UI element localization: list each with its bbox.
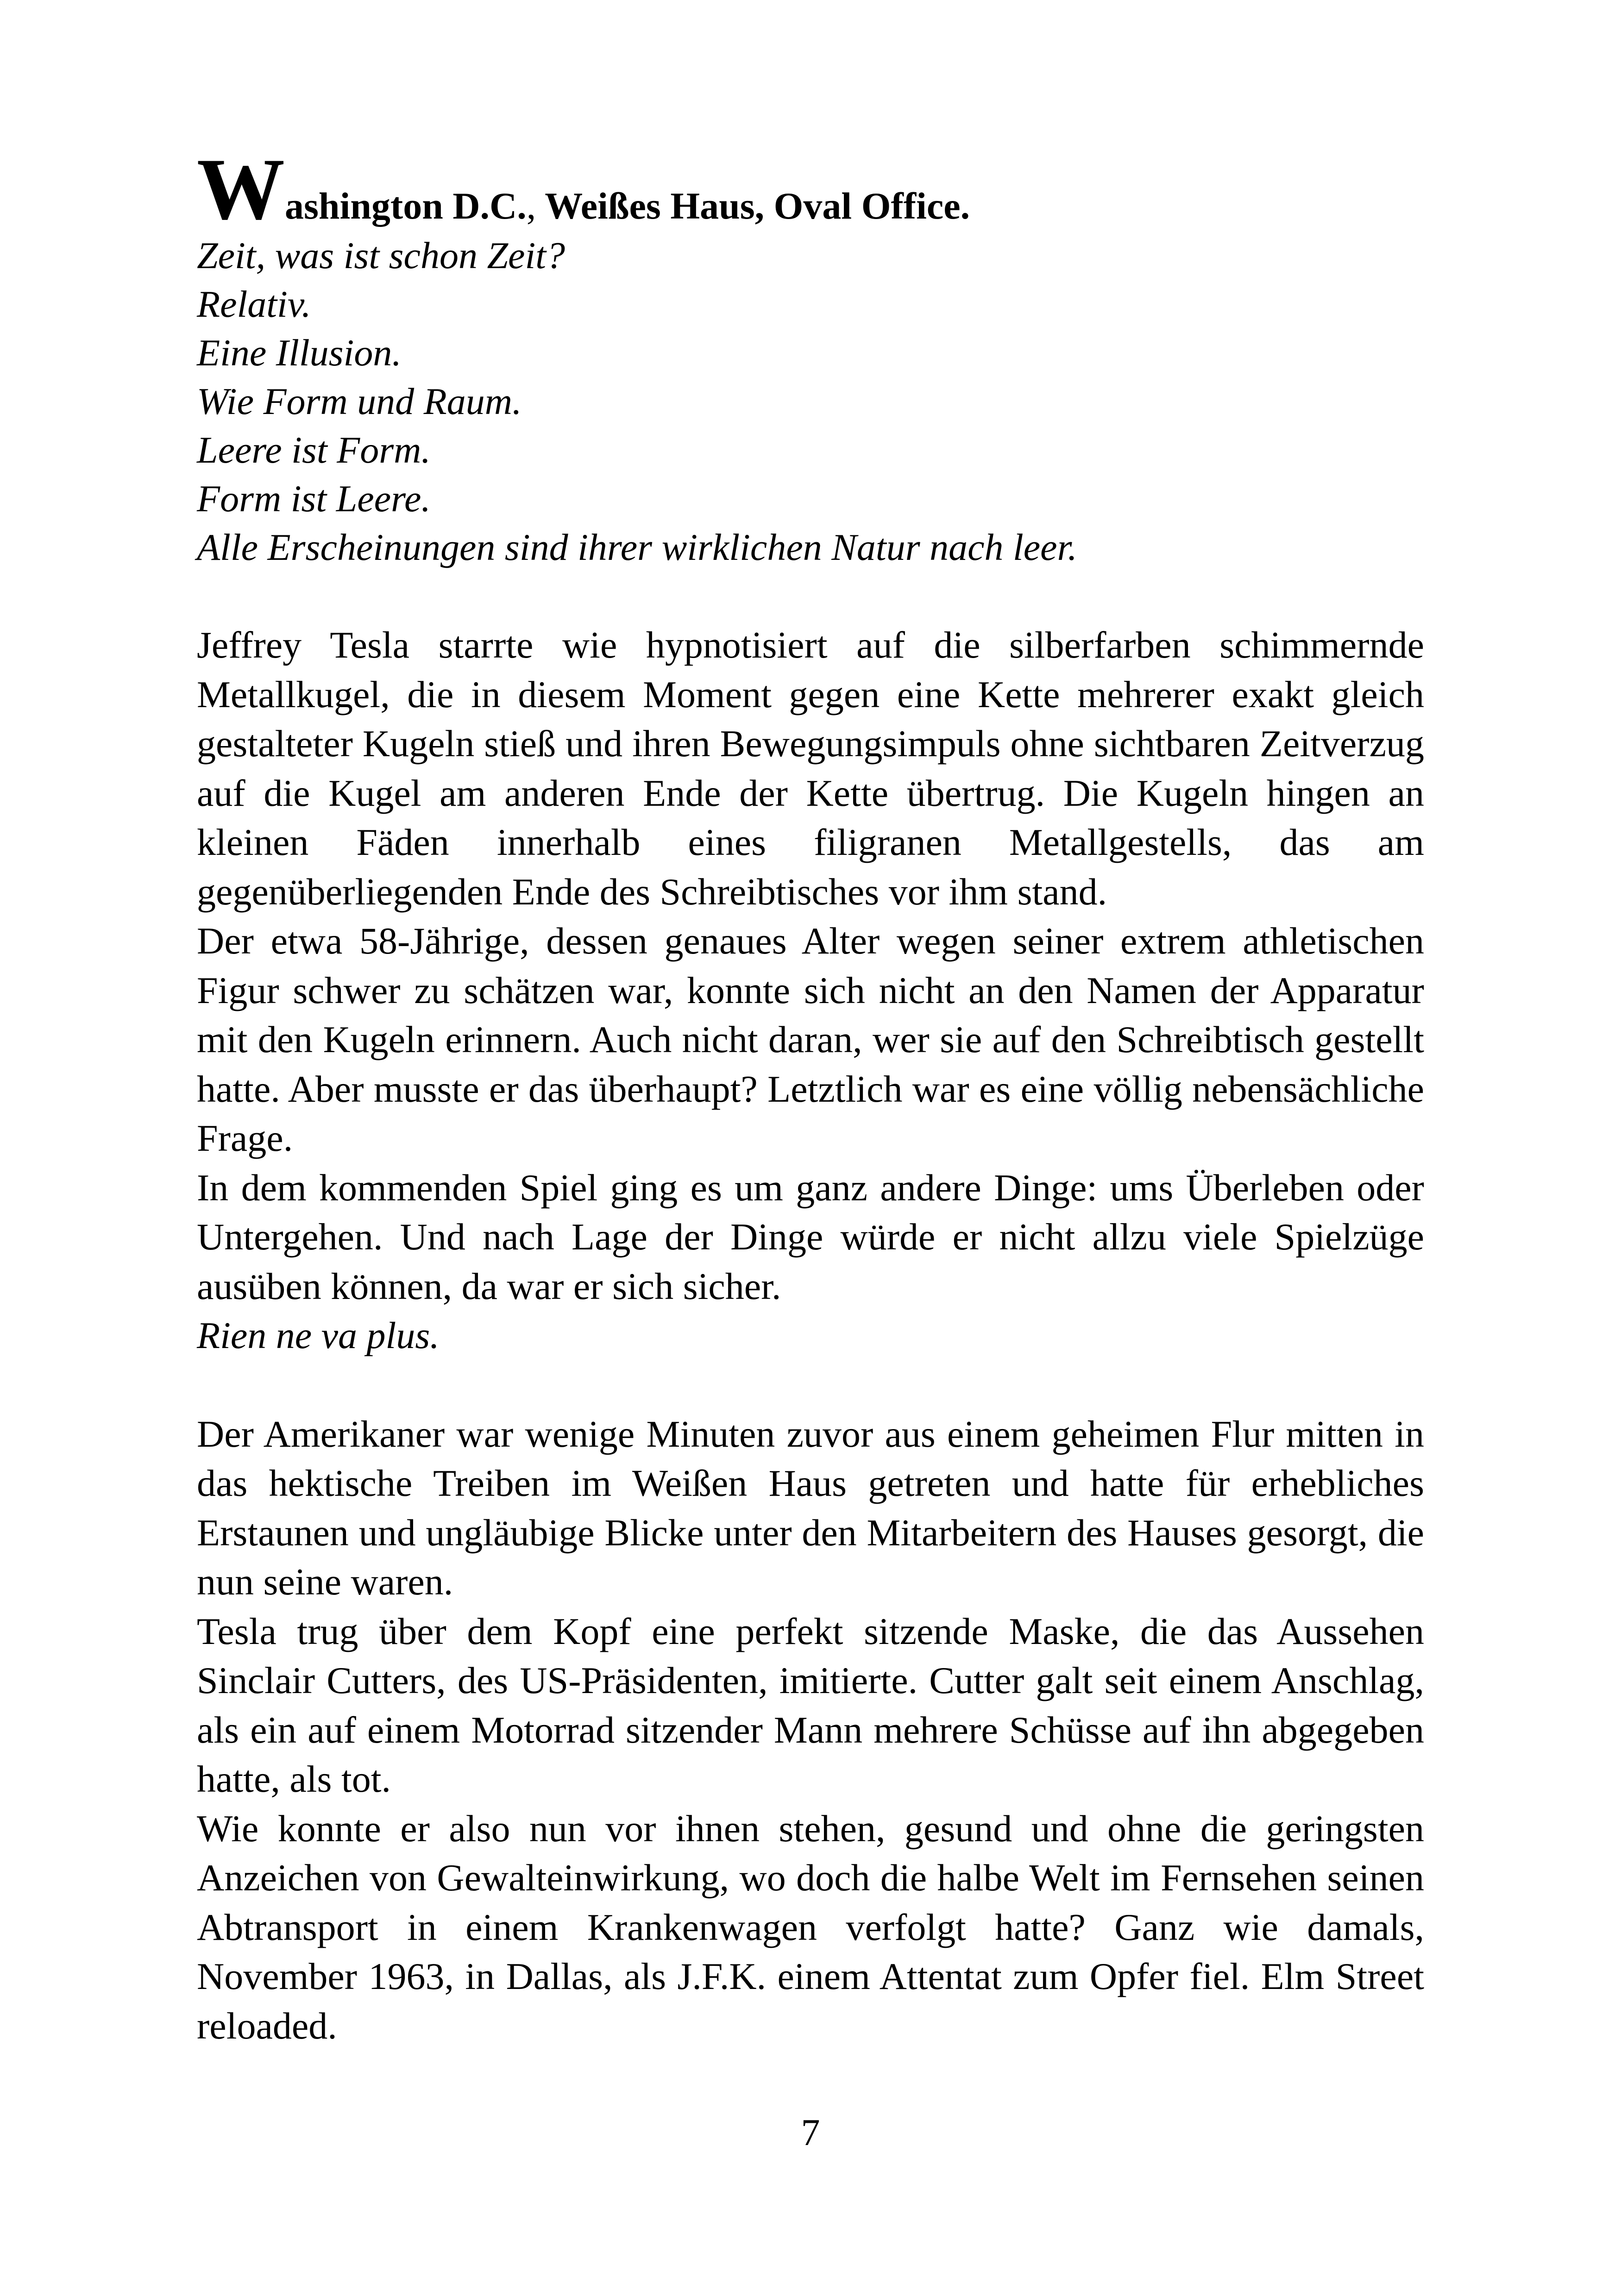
heading-location: Weißes Haus, Oval Office. bbox=[536, 185, 970, 227]
chapter-heading bbox=[197, 141, 1424, 238]
verse-line: Relativ. bbox=[197, 283, 311, 325]
closing-italic-line: Rien ne va plus. bbox=[197, 1314, 440, 1356]
page-body bbox=[197, 141, 1424, 2051]
drop-cap: W bbox=[197, 141, 285, 238]
paragraph: Der Amerikaner war wenige Minuten zuvor aus einem geheimen Flur mitten in das hektische Treiben im Weißen Haus getreten und hatte für erhebliches Erstaunen und ungläubige Blicke unter den Mitarbeitern des Hauses gesorgt, die nun seine waren. bbox=[197, 1412, 1424, 1603]
verse-line: Eine Illusion. bbox=[197, 332, 402, 374]
section-one bbox=[197, 621, 1424, 1361]
heading-city: ashington D.C. bbox=[285, 185, 527, 227]
verse-line: Zeit, was ist schon Zeit? bbox=[197, 234, 565, 276]
paragraph: Tesla trug über dem Kopf eine perfekt sitzende Maske, die das Aussehen Sinclair Cutters, des US-Präsidenten, imitierte. Cutter galt seit einem Anschlag, als ein auf einem Motorrad sitzender Mann mehrere Schüsse auf ihn abgegeben hatte, als tot. bbox=[197, 1610, 1424, 1800]
paragraph: Jeffrey Tesla starrte wie hypnotisiert auf die silberfarben schimmernde Metallkugel, die in diesem Moment gegen eine Kette mehrerer exakt gleich gestalteter Kugeln stieß und ihren Bewegungsimpuls ohne sichtbaren Zeitverzug auf die Kugel am anderen Ende der Kette übertrug. Die Kugeln hingen an kleinen Fäden innerhalb eines filigranen Metallgestells, das am gegenüberliegenden Ende des Schreibtisches vor ihm stand. bbox=[197, 624, 1424, 913]
verse-line: Alle Erscheinungen sind ihrer wirklichen Natur nach leer. bbox=[197, 526, 1077, 568]
page-number: 7 bbox=[801, 2111, 820, 2153]
paragraph: In dem kommenden Spiel ging es um ganz andere Dinge: ums Überleben oder Untergehen. Und nach Lage der Dinge würde er nicht allzu viele Spielzüge ausüben können, da war er sich sicher. bbox=[197, 1166, 1424, 1307]
verse-line: Leere ist Form. bbox=[197, 429, 431, 471]
section-gap bbox=[197, 571, 1424, 621]
verse-block bbox=[197, 231, 1424, 571]
section-two bbox=[197, 1410, 1424, 2051]
section-gap bbox=[197, 1361, 1424, 1410]
paragraph: Wie konnte er also nun vor ihnen stehen, gesund und ohne die geringsten Anzeichen von Gewalteinwirkung, wo doch die halbe Welt im Fernsehen seinen Abtransport in einem Krankenwagen verfolgt hatte? Ganz wie damals, November 1963, in Dallas, als J.F.K. einem Attentat zum Opfer fiel. Elm Street reloaded. bbox=[197, 1807, 1424, 2047]
verse-line: Form ist Leere. bbox=[197, 477, 431, 520]
paragraph: Der etwa 58-Jährige, dessen genaues Alter wegen seiner extrem athletischen Figur schwer zu schätzen war, konnte sich nicht an den Namen der Apparatur mit den Kugeln erinnern. Auch nicht daran, wer sie auf den Schreibtisch gestellt hatte. Aber musste er das überhaupt? Letztlich war es eine völlig nebensächliche Frage. bbox=[197, 920, 1424, 1159]
heading-separator: , bbox=[526, 185, 536, 227]
verse-line: Wie Form und Raum. bbox=[197, 380, 522, 422]
